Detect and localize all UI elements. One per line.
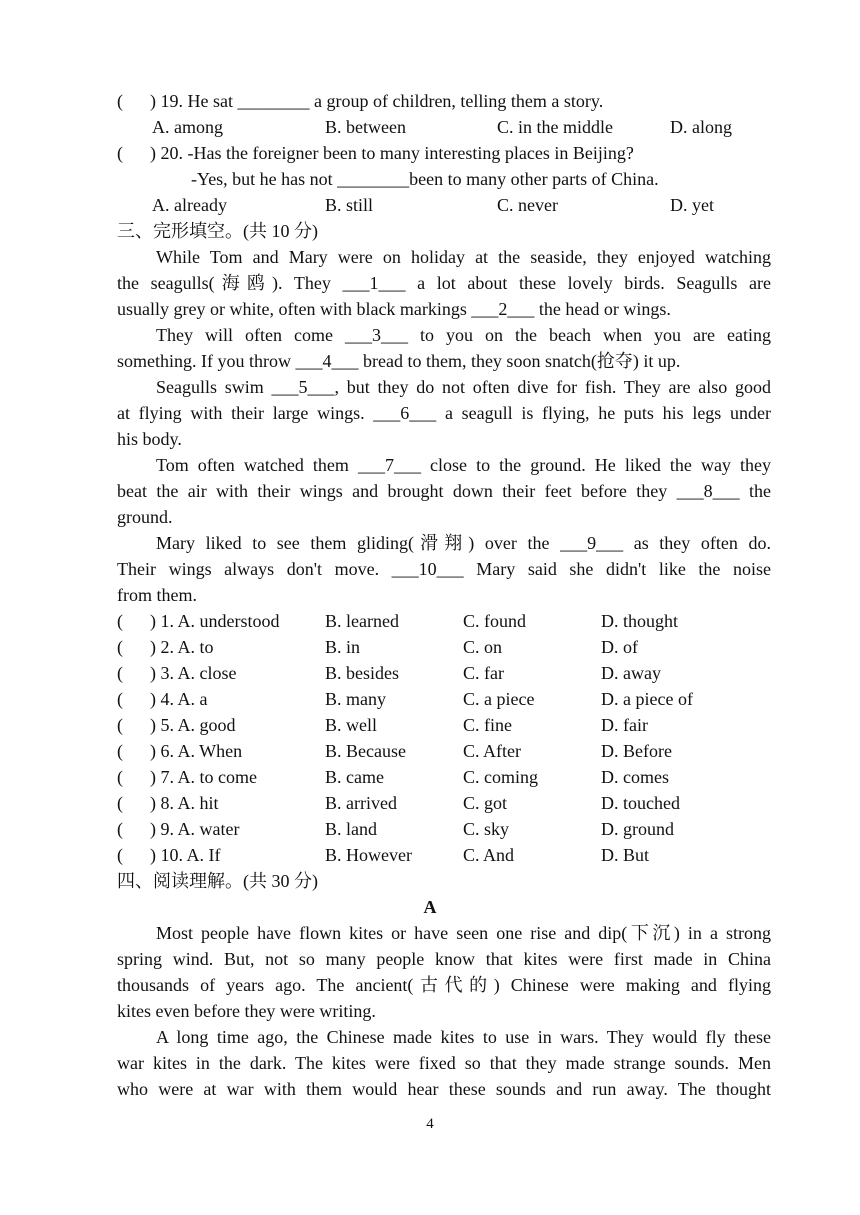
section3-heading: 三、完形填空。(共 10 分) bbox=[117, 221, 318, 241]
cloze-option: D. Before bbox=[601, 741, 672, 761]
cloze-line: They will often come ___3___ to you on the beach when you are eating bbox=[156, 325, 771, 345]
q20-option-c: C. never bbox=[497, 195, 558, 215]
cloze-option: D. But bbox=[601, 845, 650, 865]
q20-option-b: B. still bbox=[325, 195, 374, 215]
cloze-option: B. learned bbox=[325, 611, 399, 631]
cloze-option: ) 3. A. close bbox=[150, 663, 237, 683]
answer-paren: ( bbox=[117, 689, 123, 709]
cloze-line: his body. bbox=[117, 429, 182, 449]
cloze-option: C. a piece bbox=[463, 689, 535, 709]
cloze-option: C. found bbox=[463, 611, 526, 631]
q19-paren: ( bbox=[117, 91, 123, 111]
answer-paren: ( bbox=[117, 845, 123, 865]
reading-line: A long time ago, the Chinese made kites to use in wars. They would fly these bbox=[156, 1027, 771, 1047]
cloze-line: at flying with their large wings. ___6___ a seagull is flying, he puts his legs under bbox=[117, 403, 771, 423]
reading-line: Most people have flown kites or have seen one rise and dip(下沉) in a strong bbox=[156, 923, 771, 943]
q20-stem: ) 20. -Has the foreigner been to many interesting places in Beijing? bbox=[150, 143, 634, 163]
cloze-option: ) 10. A. If bbox=[150, 845, 221, 865]
q20-paren: ( bbox=[117, 143, 123, 163]
answer-paren: ( bbox=[117, 637, 123, 657]
cloze-line: something. If you throw ___4___ bread to them, they soon snatch(抢夺) it up. bbox=[117, 351, 681, 371]
cloze-line: the seagulls(海鸥). They ___1___ a lot about these lovely birds. Seagulls are bbox=[117, 273, 771, 293]
cloze-option: B. However bbox=[325, 845, 412, 865]
cloze-option: B. in bbox=[325, 637, 361, 657]
q19-option-c: C. in the middle bbox=[497, 117, 613, 137]
cloze-option: B. came bbox=[325, 767, 384, 787]
answer-paren: ( bbox=[117, 793, 123, 813]
q19-option-a: A. among bbox=[152, 117, 223, 137]
q20-stem-answer: -Yes, but he has not ________been to many other parts of China. bbox=[191, 169, 659, 189]
cloze-option: D. a piece of bbox=[601, 689, 693, 709]
cloze-option: C. sky bbox=[463, 819, 510, 839]
cloze-line: ground. bbox=[117, 507, 173, 527]
cloze-option: B. land bbox=[325, 819, 377, 839]
cloze-option: ) 8. A. hit bbox=[150, 793, 219, 813]
cloze-option: D. of bbox=[601, 637, 638, 657]
cloze-line: Mary liked to see them gliding(滑翔) over the ___9___ as they often do. bbox=[156, 533, 771, 553]
passage-title: A bbox=[423, 897, 437, 917]
answer-paren: ( bbox=[117, 663, 123, 683]
cloze-option: D. away bbox=[601, 663, 661, 683]
reading-line: who were at war with them would hear these sounds and run away. The thought bbox=[117, 1079, 771, 1099]
cloze-option: C. on bbox=[463, 637, 503, 657]
cloze-option: C. And bbox=[463, 845, 515, 865]
cloze-line: Tom often watched them ___7___ close to the ground. He liked the way they bbox=[156, 455, 771, 475]
cloze-option: D. thought bbox=[601, 611, 679, 631]
cloze-option: C. fine bbox=[463, 715, 512, 735]
cloze-option: B. arrived bbox=[325, 793, 397, 813]
reading-line: war kites in the dark. The kites were fixed so that they made strange sounds. Men bbox=[117, 1053, 771, 1073]
page-number: 4 bbox=[426, 1116, 434, 1132]
cloze-option: D. fair bbox=[601, 715, 648, 735]
reading-line: thousands of years ago. The ancient(古代的) Chinese were making and flying bbox=[117, 975, 771, 995]
answer-paren: ( bbox=[117, 611, 123, 631]
cloze-option: ) 6. A. When bbox=[150, 741, 243, 761]
cloze-option: D. ground bbox=[601, 819, 674, 839]
cloze-option: ) 7. A. to come bbox=[150, 767, 257, 787]
cloze-option: ) 2. A. to bbox=[150, 637, 214, 657]
cloze-line: from them. bbox=[117, 585, 197, 605]
answer-paren: ( bbox=[117, 715, 123, 735]
cloze-option: ) 4. A. a bbox=[150, 689, 208, 709]
cloze-option: B. Because bbox=[325, 741, 406, 761]
cloze-option: C. far bbox=[463, 663, 504, 683]
cloze-option: C. After bbox=[463, 741, 521, 761]
cloze-line: While Tom and Mary were on holiday at the seaside, they enjoyed watching bbox=[156, 247, 771, 267]
cloze-line: beat the air with their wings and brought down their feet before they ___8___ the bbox=[117, 481, 771, 501]
answer-paren: ( bbox=[117, 741, 123, 761]
cloze-option: B. many bbox=[325, 689, 386, 709]
q19-option-d: D. along bbox=[670, 117, 732, 137]
q19-stem: ) 19. He sat ________ a group of children, telling them a story. bbox=[150, 91, 604, 111]
cloze-line: usually grey or white, often with black markings ___2___ the head or wings. bbox=[117, 299, 671, 319]
answer-paren: ( bbox=[117, 819, 123, 839]
cloze-option: ) 9. A. water bbox=[150, 819, 240, 839]
cloze-option: D. comes bbox=[601, 767, 669, 787]
cloze-option: B. besides bbox=[325, 663, 399, 683]
section4-heading: 四、阅读理解。(共 30 分) bbox=[117, 871, 318, 891]
answer-paren: ( bbox=[117, 767, 123, 787]
q19-option-b: B. between bbox=[325, 117, 406, 137]
cloze-line: Their wings always don't move. ___10___ Mary said she didn't like the noise bbox=[117, 559, 771, 579]
q20-option-a: A. already bbox=[152, 195, 227, 215]
cloze-option: C. got bbox=[463, 793, 508, 813]
cloze-option: C. coming bbox=[463, 767, 538, 787]
cloze-line: Seagulls swim ___5___, but they do not often dive for fish. They are also good bbox=[156, 377, 771, 397]
cloze-option: ) 5. A. good bbox=[150, 715, 236, 735]
cloze-option: D. touched bbox=[601, 793, 680, 813]
q20-option-d: D. yet bbox=[670, 195, 714, 215]
reading-line: kites even before they were writing. bbox=[117, 1001, 376, 1021]
reading-line: spring wind. But, not so many people know that kites were first made in China bbox=[117, 949, 771, 969]
cloze-option: ) 1. A. understood bbox=[150, 611, 280, 631]
cloze-option: B. well bbox=[325, 715, 377, 735]
